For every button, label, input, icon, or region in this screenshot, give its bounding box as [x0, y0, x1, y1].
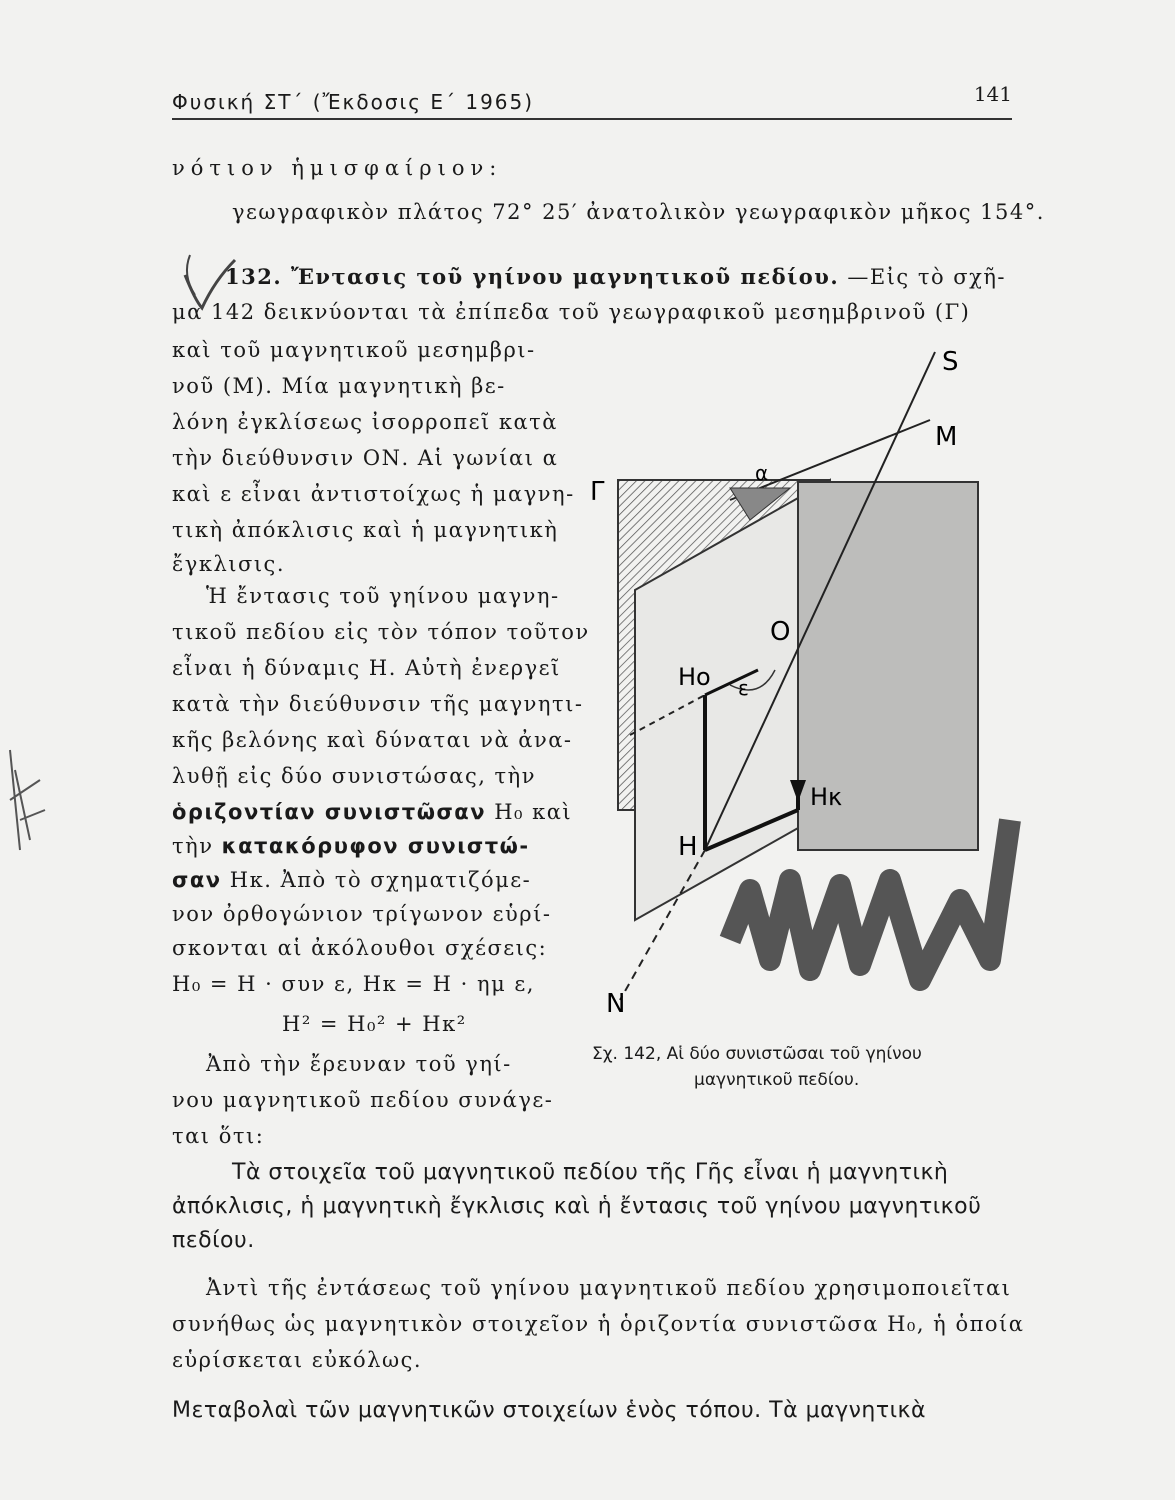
figure-caption-line-1: Σχ. 142, Αἱ δύο συνιστῶσαι τοῦ γηίνου: [592, 1044, 922, 1064]
figure-142: [590, 340, 1030, 1040]
header-title: Φυσική ΣΤ΄ (Ἔκδοσις Ε΄ 1965): [172, 90, 535, 114]
text-line: νοῦ (Μ). Μία μαγνητικὴ βε-: [172, 374, 506, 398]
label-Hk: Hκ: [810, 783, 843, 811]
section-title-rest: —Εἰς τὸ σχῆ-: [847, 265, 1007, 289]
margin-scribble: [0, 740, 60, 860]
label-H: H: [678, 832, 698, 862]
summary-line: πεδίου.: [172, 1228, 255, 1253]
intro-line-1: νότιον ἡμισφαίριον:: [172, 156, 503, 180]
text-line: Ἀπὸ τὴν ἔρευναν τοῦ γηί-: [206, 1052, 512, 1076]
text-line: νου μαγνητικοῦ πεδίου συνάγε-: [172, 1088, 554, 1112]
text-line: νον ὀρθογώνιον τρίγωνον εὑρί-: [172, 902, 552, 926]
section-title: 132. Ἔντασις τοῦ γηίνου μαγνητικοῦ πεδίου.: [225, 264, 840, 289]
text-line: καὶ ε εἶναι ἀντιστοίχως ἡ μαγνη-: [172, 482, 575, 506]
summary-line: Τὰ στοιχεῖα τοῦ μαγνητικοῦ πεδίου τῆς Γῆς εἶναι ἡ μαγνητικὴ: [232, 1160, 949, 1185]
text-line: Ἡ ἔντασις τοῦ γηίνου μαγνη-: [206, 584, 560, 608]
text-span: Ηκ. Ἀπὸ τὸ σχηματιζόμε-: [229, 868, 532, 892]
text-line: εἶναι ἡ δύναμις Η. Αὐτὴ ἐνεργεῖ: [172, 656, 561, 680]
label-H0: Ho: [678, 663, 711, 691]
label-eps: ε: [738, 676, 749, 700]
text-line: τικὴ ἀπόκλισις καὶ ἡ μαγνητικὴ: [172, 518, 559, 542]
label-alpha: α: [755, 461, 769, 485]
text-line: κῆς βελόνης καὶ δύναται νὰ ἀνα-: [172, 728, 573, 752]
final-heading-line: Μεταβολαὶ τῶν μαγνητικῶν στοιχείων ἑνὸς τόπου. Τὰ μαγνητικὰ: [172, 1398, 926, 1423]
text-line: καὶ τοῦ μαγνητικοῦ μεσημβρι-: [172, 338, 536, 362]
text-line: συνήθως ὡς μαγνητικὸν στοιχεῖον ἡ ὁριζοντία συνιστῶσα Η₀, ἡ ὁποία: [172, 1312, 1025, 1336]
check-mark: [180, 250, 240, 320]
bold-term: σαν: [172, 868, 222, 892]
text-line: σκονται αἱ ἀκόλουθοι σχέσεις:: [172, 936, 548, 960]
section-heading: [225, 264, 1006, 289]
intro-line-2: γεωγραφικὸν πλάτος 72° 25′ ἀνατολικὸν γεωγραφικὸν μῆκος 154°.: [232, 200, 1045, 224]
bold-term: ὁριζοντίαν συνιστῶσαν: [172, 800, 487, 824]
formula-1: Η₀ = Η · συν ε, Ηκ = Η · ημ ε,: [172, 972, 535, 996]
running-header: [172, 78, 1012, 120]
label-S: S: [942, 347, 959, 377]
text-span: Η₀ καὶ: [494, 800, 573, 824]
section-line-2: μα 142 δεικνύονται τὰ ἐπίπεδα τοῦ γεωγραφικοῦ μεσημβρινοῦ (Γ): [172, 300, 971, 324]
text-line: κατὰ τὴν διεύθυνσιν τῆς μαγνητι-: [172, 692, 584, 716]
formula-2: Η² = Η₀² + Ηκ²: [282, 1012, 467, 1036]
label-O: O: [770, 617, 791, 647]
text-line: [172, 834, 530, 858]
bold-term: κατακόρυφον συνιστώ-: [221, 834, 530, 858]
page-number: 141: [973, 82, 1012, 106]
text-line: λυθῇ εἰς δύο συνιστώσας, τὴν: [172, 764, 537, 788]
text-line: ται ὅτι:: [172, 1124, 265, 1148]
text-line: εὑρίσκεται εὐκόλως.: [172, 1348, 423, 1372]
text-line: [172, 800, 572, 824]
text-line: τὴν διεύθυνσιν ΟΝ. Αἱ γωνίαι α: [172, 446, 559, 470]
figure-caption-line-2: μαγνητικοῦ πεδίου.: [694, 1070, 860, 1090]
text-line: ἔγκλισις.: [172, 552, 285, 576]
text-span: τὴν: [172, 834, 214, 858]
text-line: τικοῦ πεδίου εἰς τὸν τόπον τοῦτον: [172, 620, 590, 644]
label-M: M: [935, 422, 958, 452]
text-line: [172, 868, 531, 892]
label-G: Γ: [590, 477, 605, 507]
summary-line: ἀπόκλισις, ἡ μαγνητικὴ ἔγκλισις καὶ ἡ ἔντασις τοῦ γηίνου μαγνητικοῦ: [172, 1194, 982, 1219]
label-N: N: [606, 989, 626, 1019]
text-line: Ἀντὶ τῆς ἐντάσεως τοῦ γηίνου μαγνητικοῦ πεδίου χρησιμοποιεῖται: [206, 1276, 1012, 1300]
text-line: λόνη ἐγκλίσεως ἰσορροπεῖ κατὰ: [172, 410, 558, 434]
